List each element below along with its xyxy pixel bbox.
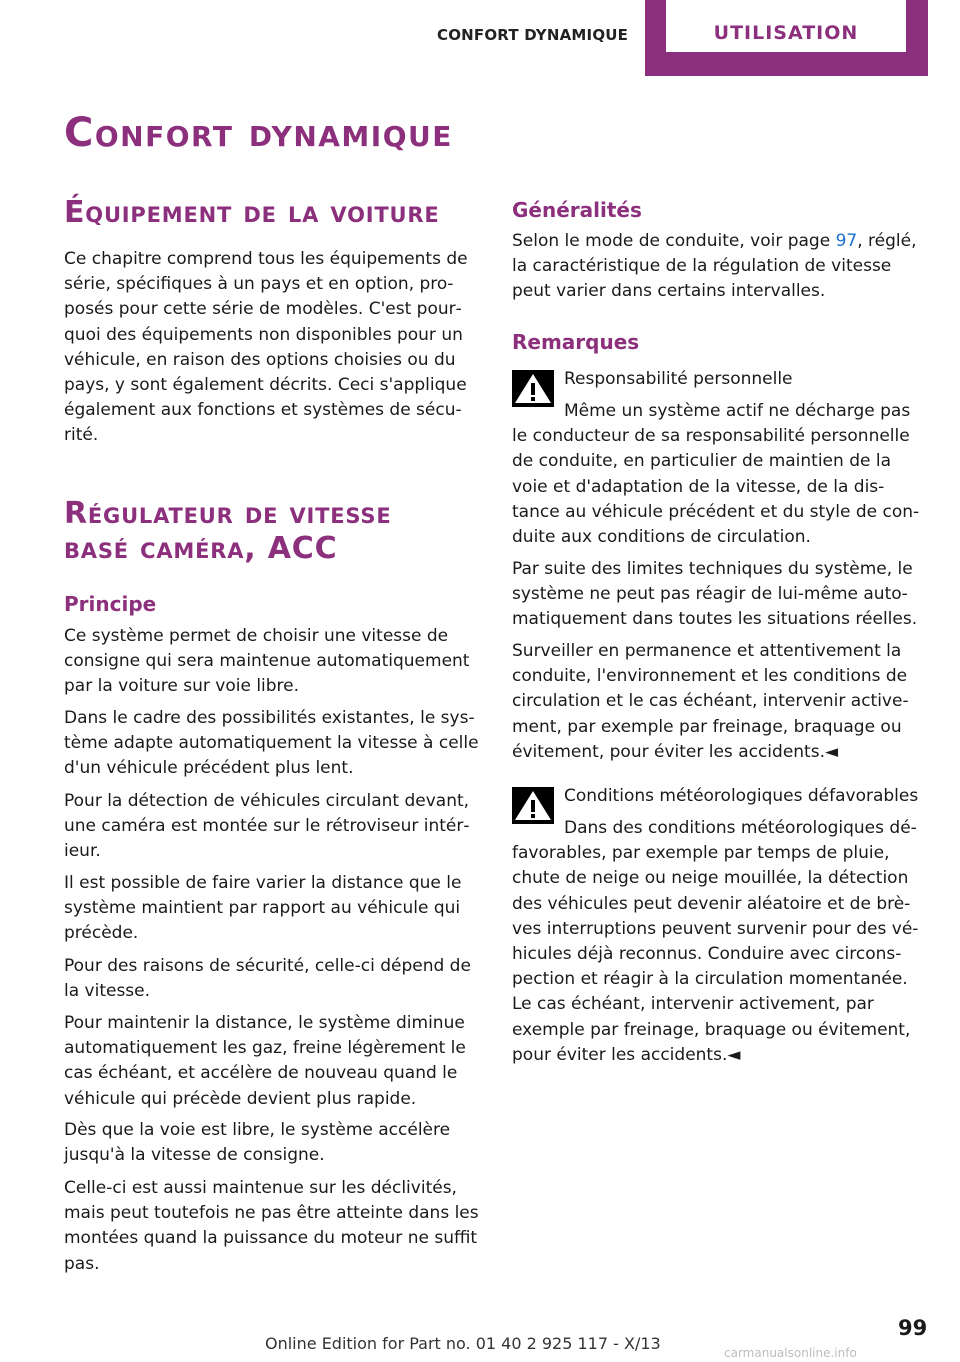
- chapter-tab-label: UTILISATION: [666, 0, 906, 52]
- heading-principe: Principe: [64, 592, 157, 616]
- warning-1-paragraph-2: Par suite des limites techniques du système, le système ne peut pas réagir de lui-même auto‐matiquement dans toutes les situations réelles.: [512, 559, 918, 630]
- chapter-tab: [645, 0, 928, 76]
- warning-1-title: Responsabilité personnelle: [564, 369, 793, 389]
- heading-remarques: Remarques: [512, 330, 640, 354]
- heading-generalites: Généralités: [512, 198, 642, 222]
- heading-equipement: Équipement de la voiture: [64, 195, 440, 230]
- paragraph-principe-8: Celle-ci est aussi maintenue sur les déclivités, mais peut toutefois ne pas être atteinte dans les montées quand la puissance du moteur ne suffit pas.: [64, 1178, 479, 1274]
- paragraph-generalites: [512, 229, 930, 305]
- page-number: 99: [898, 1316, 928, 1340]
- generalites-text-before: Selon le mode de conduite, voir page: [512, 231, 836, 251]
- paragraph-equipement: Ce chapitre comprend tous les équipements de série, spécifiques à un pays et en option, pro‐posés pour cette série de modèles. C'est pour‐quoi des équipements non disponibles pour un véhicule, en raison des options choisies ou du pays, y sont également décrits. Ceci s'applique également aux fonctions et systèmes de sécu‐rité.: [64, 249, 468, 446]
- footer-edition: Online Edition for Part no. 01 40 2 925 117 - X/13: [265, 1334, 661, 1353]
- paragraph-principe-1: Ce système permet de choisir une vitesse de consigne qui sera maintenue automatiquement par la voiture sur voie libre.: [64, 626, 470, 697]
- warning-2-title: Conditions météorologiques défavorables: [564, 786, 919, 806]
- paragraph-principe-7: Dès que la voie est libre, le système accélère jusqu'à la vitesse de consigne.: [64, 1120, 451, 1166]
- generalites-text-after: , réglé, la caractéristique de la régulation de vitesse peut varier dans certains intervalles.: [512, 231, 917, 302]
- paragraph-principe-2: Dans le cadre des possibilités existantes, le sys‐tème adapte automatiquement la vitesse à celle d'un véhicule précédent plus lent.: [64, 708, 479, 779]
- paragraph-principe-3: Pour la détection de véhicules circulant devant, une caméra est montée sur le rétroviseur intér‐ieur.: [64, 791, 470, 862]
- paragraph-principe-4: Il est possible de faire varier la distance que le système maintient par rapport au véhicule qui précède.: [64, 873, 462, 944]
- running-header-section: CONFORT DYNAMIQUE: [437, 26, 629, 44]
- warning-1-paragraph-3: Surveiller en permanence et attentivement la conduite, l'environnement et les conditions de circulation et le cas échéant, intervenir active‐ment, par exemple par freinage, braquage ou évitement, pour éviter les accidents.◄: [512, 641, 909, 762]
- page-title: Confort dynamique: [64, 110, 453, 156]
- watermark: carmanualsonline.info: [724, 1346, 857, 1360]
- heading-acc-line2: basé caméra, ACC: [64, 531, 338, 566]
- paragraph-principe-5: Pour des raisons de sécurité, celle-ci dépend de la vitesse.: [64, 956, 471, 1002]
- warning-2-text: Dans des conditions météorologiques dé‐favorables, par exemple par temps de pluie, chute de neige ou neige mouillée, la détection des véhicules peut devenir aléatoire et de brè‐ves interruptions peuvent survenir pour des vé‐hicules déjà reconnus. Conduire avec circons‐pection et réagir à la circulation momentanée. Le cas échéant, intervenir activement, par exemple par freinage, braquage ou évitement, pour éviter les accidents.◄: [512, 818, 919, 1065]
- heading-acc-line1: Régulateur de vitesse: [64, 496, 392, 531]
- page-link-97[interactable]: 97: [835, 231, 858, 251]
- warning-1-text: Même un système actif ne décharge pas le conducteur de sa responsabilité personnelle de conduite, en particulier de maintien de la voie et d'adaptation de la vitesse, de la dis‐tance au véhicule précédent et du style de con‐duite aux conditions de circulation.: [512, 401, 920, 548]
- paragraph-principe-6: Pour maintenir la distance, le système diminue automatiquement les gaz, freine légèrement le cas échéant, et accélère de nouveau quand le véhicule qui précède devient plus rapide.: [64, 1013, 466, 1109]
